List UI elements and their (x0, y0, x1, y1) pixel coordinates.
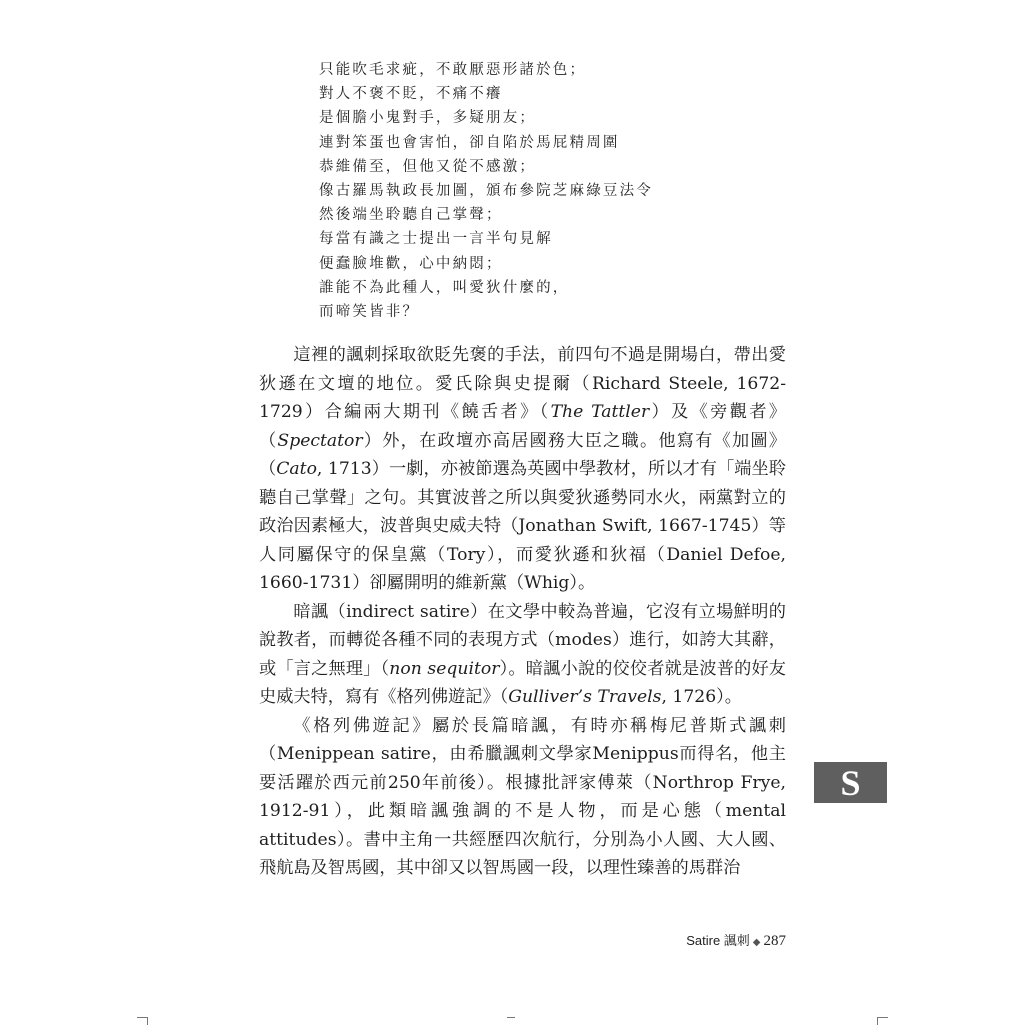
page-footer (686, 930, 786, 950)
poem-line: 每當有識之士提出一言半句見解 (319, 231, 553, 248)
poem-line: 像古羅馬執政長加圖，頒布參院芝麻綠豆法令 (319, 182, 653, 199)
italic-term: non sequitor (389, 658, 500, 679)
paragraph-3 (259, 712, 786, 883)
italic-title: Gulliver’s Travels (508, 687, 662, 707)
poem-line: 只能吹毛求疵，不敢厭惡形諸於色； (319, 62, 587, 78)
italic-title: Cato (276, 459, 317, 479)
poem-line: 對人不褒不貶，不痛不癢 (319, 86, 503, 103)
poem-line: 誰能不為此種人，叫愛狄什麼的， (319, 279, 570, 296)
section-letter-tab: S (814, 762, 887, 803)
body-text (259, 341, 786, 883)
poem-line: 然後端坐聆聽自己掌聲； (319, 207, 503, 224)
poem-line: 恭維備至，但他又從不感激； (319, 158, 537, 175)
text-run: ）及《旁觀者》（ (259, 402, 786, 451)
italic-title: The Tattler (550, 402, 650, 422)
diamond-icon: ◆ (752, 937, 761, 948)
poem-line: 是個膽小鬼對手，多疑朋友； (319, 110, 537, 127)
poem-block (319, 58, 759, 324)
paragraph-2 (259, 598, 786, 712)
italic-title: Spectator (277, 430, 363, 451)
poem-line: 便蠢臉堆歡，心中納悶； (319, 255, 503, 272)
text-run: ）外，在政壇亦高居國務大臣之職。他寫有《加圖》（ (259, 430, 786, 479)
poem-line: 而啼笑皆非？ (319, 303, 420, 320)
poem-line: 連對笨蛋也會害怕，卻自陷於馬屁精周圍 (319, 134, 620, 151)
text-run: 暗諷（indirect satire）在文學中較為普遍，它沒有立場鮮明的說教者，而轉從各種不同的表現方式（modes）進行，如誇大其辭，或「言之無理」（ (259, 601, 786, 679)
text-run: 這裡的諷刺採取欲貶先褒的手法，前四句不過是開場白，帶出愛狄遜在文壇的地位。愛氏除與史提爾（Richard Steele, 1672-1729）合編兩大期刊《饒舌者》（ (259, 345, 786, 422)
text-run: 《格列佛遊記》屬於長篇暗諷，有時亦稱梅尼普斯式諷刺（Menippean satire，由希臘諷刺文學家Menippus而得名，他主要活躍於西元前250年前後）。根據批評家傅萊（Northrop Frye, 1912-91），此類暗諷強調的不是人物，而是心態（mental attitudes）。書中主角一共經歷四次航行，分別為小人國、大人國、飛航島及智馬國，其中卻又以智馬國一段，以理性臻善的馬群治 (259, 715, 786, 878)
text-run: , 1713）一劇，亦被節選為英國中學教材，所以才有「端坐聆聽自己掌聲」之句。其實波普之所以與愛狄遜勢同水火，兩黨對立的政治因素極大，波普與史威夫特（Jonathan Swift, 1667-1745）等人同屬保守的保皇黨（Tory），而愛狄遜和狄福（Daniel Defoe, 1660-1731）卻屬開明的維新黨（Whig）。 (259, 459, 786, 593)
text-run: ）。暗諷小說的佼佼者就是波普的好友史威夫特，寫有《格列佛遊記》（ (259, 658, 786, 707)
paragraph-1 (259, 341, 786, 598)
page-number: 287 (763, 933, 786, 949)
running-title: Satire 諷刺 (686, 933, 750, 948)
text-run: , 1726）。 (661, 687, 742, 707)
